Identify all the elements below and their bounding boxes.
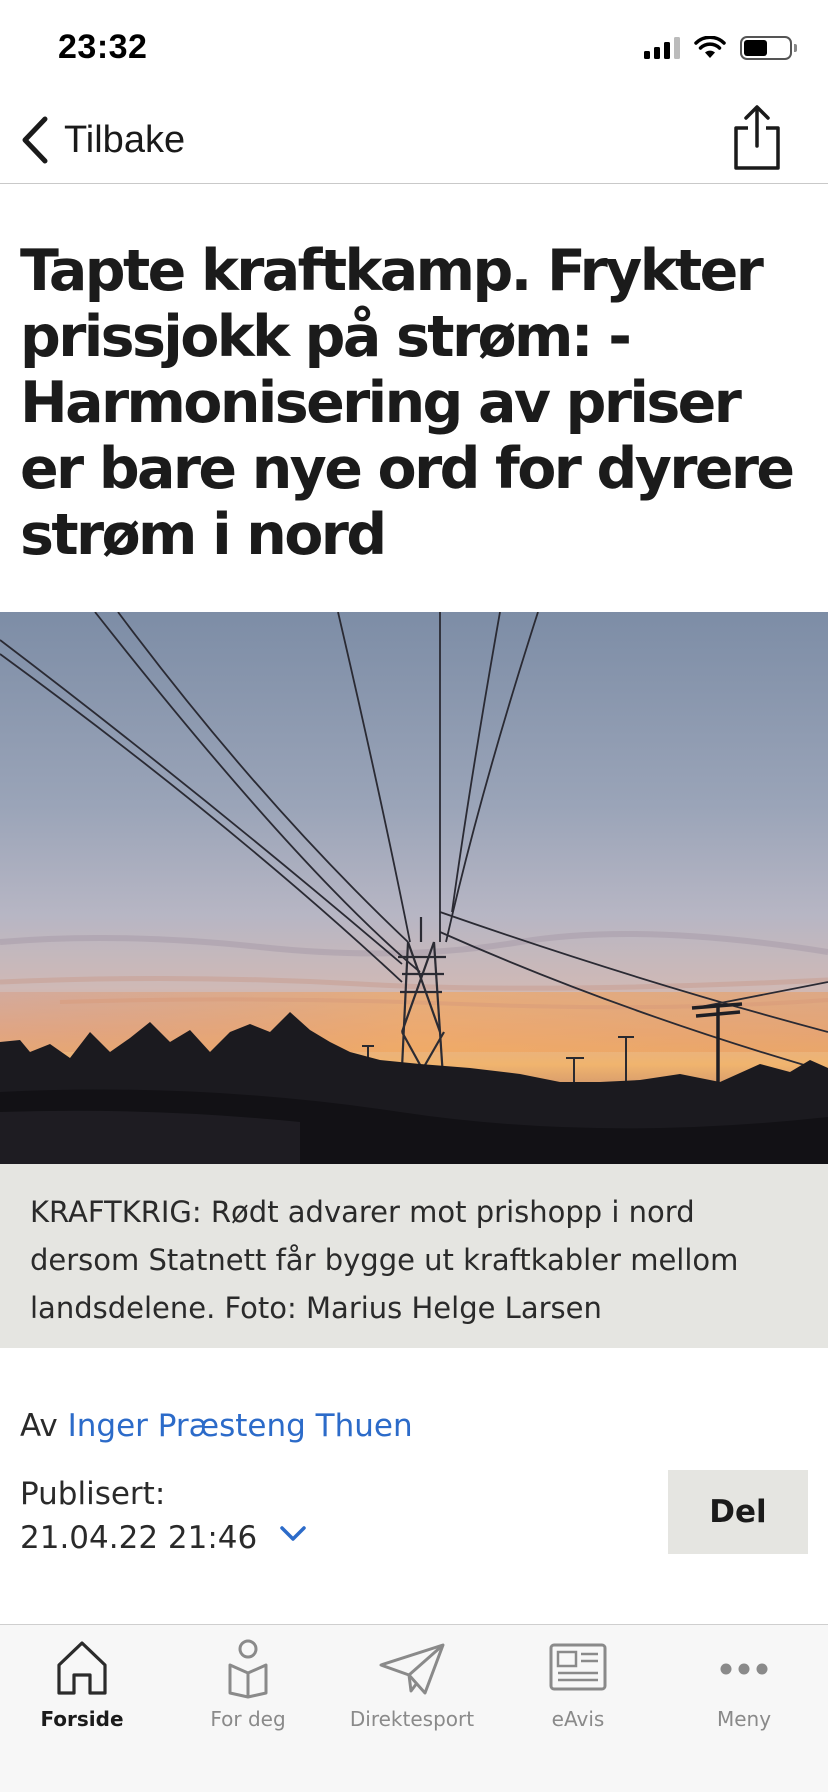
tab-label: eAvis <box>551 1707 605 1731</box>
tab-meny[interactable] <box>664 1637 824 1747</box>
share-article-button[interactable]: Del <box>668 1470 808 1554</box>
tab-label: For deg <box>210 1707 286 1731</box>
published-label: Publisert: <box>20 1476 166 1512</box>
paper-plane-icon <box>377 1637 447 1699</box>
chevron-left-icon <box>20 116 50 164</box>
share-icon <box>730 104 784 172</box>
author-link[interactable]: Inger Præsteng Thuen <box>67 1408 413 1444</box>
status-bar <box>0 0 828 96</box>
navigation-bar <box>0 96 828 184</box>
published-expand-button[interactable] <box>276 1516 310 1550</box>
article-photo[interactable] <box>0 612 828 1164</box>
bottom-tab-bar <box>0 1624 828 1792</box>
chevron-down-icon <box>276 1516 310 1550</box>
photo-caption <box>0 1164 828 1348</box>
caption-text: KRAFTKRIG: Rødt advarer mot prishopp i nord dersom Statnett får bygge ut kraftkabler mellom landsdelene. Foto: Marius Helge Larsen <box>30 1195 739 1325</box>
tab-eavis[interactable] <box>498 1637 658 1747</box>
status-icons <box>644 36 792 60</box>
more-dots-icon <box>718 1637 770 1699</box>
newspaper-icon <box>548 1637 608 1699</box>
tab-label: Direktesport <box>349 1707 475 1731</box>
tab-label: Meny <box>716 1707 772 1731</box>
tab-forside[interactable] <box>2 1637 162 1747</box>
share-button[interactable] <box>730 104 784 172</box>
status-time: 23:32 <box>58 28 148 66</box>
published-date: 21.04.22 21:46 <box>20 1520 258 1556</box>
person-box-icon <box>224 1637 272 1699</box>
wifi-icon <box>694 36 726 60</box>
home-icon <box>54 1637 110 1699</box>
tab-label: Forside <box>40 1707 124 1731</box>
battery-icon <box>740 36 792 60</box>
back-button[interactable] <box>20 110 185 170</box>
back-label: Tilbake <box>64 118 186 161</box>
tab-direktesport[interactable] <box>332 1637 492 1747</box>
cellular-signal-icon <box>644 37 680 59</box>
byline-prefix: Av <box>20 1408 58 1444</box>
tab-for-deg[interactable] <box>168 1637 328 1747</box>
published-info <box>20 1472 257 1560</box>
article-headline: Tapte kraftkamp. Frykter prissjokk på strøm: - Harmonisering av priser er bare nye ord for dyrere strøm i nord <box>20 238 793 568</box>
byline <box>20 1408 413 1444</box>
